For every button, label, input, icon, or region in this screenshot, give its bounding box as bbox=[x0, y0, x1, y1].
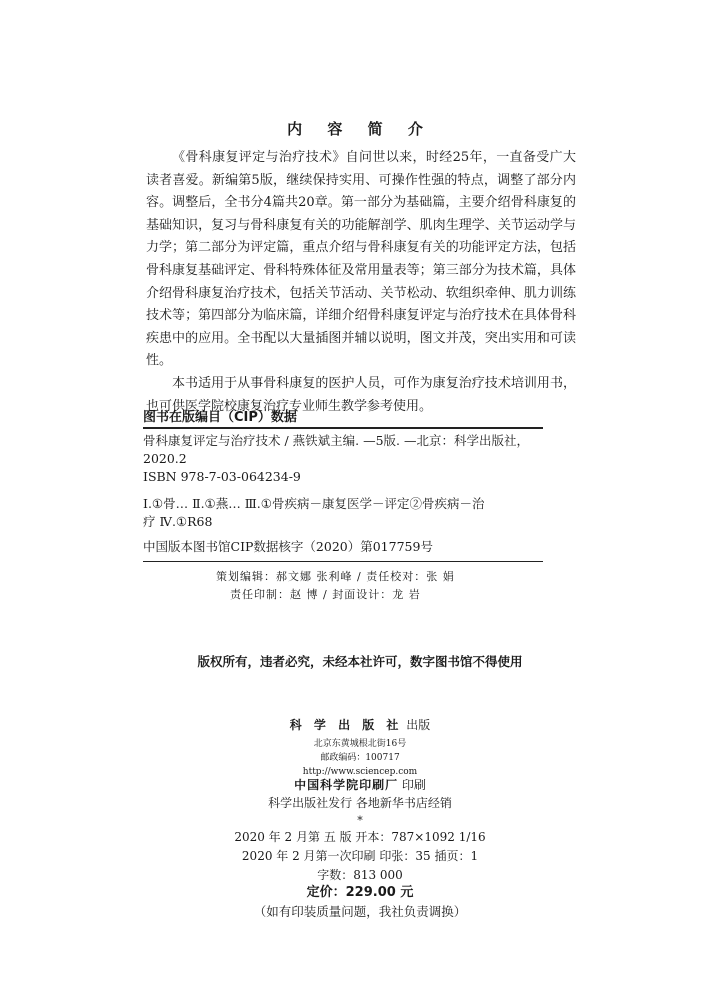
print-line: 2020 年 2 月第一次印刷 印张：35 插页：1 bbox=[241, 849, 479, 863]
word-count: 字数：813 000 bbox=[317, 868, 403, 882]
cip-heading: 图书在版编目（CIP）数据 bbox=[143, 410, 297, 425]
intro-body bbox=[146, 147, 576, 418]
edition-line: 2020 年 2 月第 五 版 开本：787×1092 1/16 bbox=[234, 830, 486, 844]
cip-isbn: ISBN 978-7-03-064234-9 bbox=[143, 469, 301, 484]
intro-paragraph-2: 本书适用于从事骨科康复的医护人员，可作为康复治疗技术培训用书，也可供医学院校康复治疗专业师生教学参考使用。 bbox=[146, 375, 576, 414]
cip-top-rule bbox=[143, 427, 543, 429]
staff-credits-2: 责任印制：赵 博 / 封面设计：龙 岩 bbox=[230, 588, 421, 601]
publisher-name: 科 学 出 版 社 bbox=[289, 718, 403, 732]
price: 定价：229.00 元 bbox=[306, 885, 414, 900]
cip-classification-line-2: 疗 Ⅳ.①R68 bbox=[143, 514, 213, 529]
page-title: 内 容 简 介 bbox=[287, 120, 433, 138]
intro-paragraph-1: 《骨科康复评定与治疗技术》自问世以来，时经25年，一直备受广大读者喜爱。新编第5版，继续保持实用、可操作性强的特点，调整了部分内容。调整后，全书分4篇共20章。第一部分为基础篇，主要介绍骨科康复的基础知识，复习与骨科康复有关的功能解剖学、肌肉生理学、关节运动学与力学；第二部分为评定篇，重点介绍与骨科康复有关的功能评定方法，包括骨科康复基础评定、骨科特殊体征及常用量表等；第三部分为技术篇，具体介绍骨科康复治疗技术，包括关节活动、关节松动、软组织牵伸、肌力训练技术等；第四部分为临床篇，详细介绍骨科康复评定与治疗技术在具体骨科疾患中的应用。全书配以大量插图并辅以说明，图文并茂，突出实用和可读性。 bbox=[146, 150, 576, 369]
publisher-url: http://www.sciencep.com bbox=[302, 767, 418, 777]
quality-note: （如有印装质量问题，我社负责调换） bbox=[253, 904, 467, 919]
publisher-address: 北京东黄城根北街16号 bbox=[313, 739, 407, 749]
distribution-line: 科学出版社发行 各地新华书店经销 bbox=[268, 796, 452, 810]
separator-star: * bbox=[357, 814, 363, 827]
cip-title-line: 骨科康复评定与治疗技术 / 燕铁斌主编. —5版. —北京：科学出版社， bbox=[143, 433, 530, 448]
publisher-line bbox=[0, 719, 720, 731]
cip-date-line: 2020.2 bbox=[143, 451, 187, 466]
printer-line bbox=[0, 779, 720, 791]
publisher-suffix: 出版 bbox=[406, 718, 431, 732]
copyright-notice: 版权所有，违者必究，未经本社许可，数字图书馆不得使用 bbox=[197, 654, 523, 669]
staff-credits-1: 策划编辑：郝文娜 张利峰 / 责任校对：张 娟 bbox=[216, 570, 455, 583]
cip-bottom-rule bbox=[143, 561, 543, 562]
printer-name: 中国科学院印刷厂 bbox=[294, 778, 399, 792]
printer-suffix: 印刷 bbox=[401, 778, 426, 792]
publisher-postcode: 邮政编码：100717 bbox=[320, 753, 400, 763]
cip-number: 中国版本图书馆CIP数据核字（2020）第017759号 bbox=[143, 539, 433, 554]
cip-classification-line-1: Ⅰ.①骨… Ⅱ.①燕… Ⅲ.①骨疾病－康复医学－评定②骨疾病－治 bbox=[143, 496, 485, 511]
